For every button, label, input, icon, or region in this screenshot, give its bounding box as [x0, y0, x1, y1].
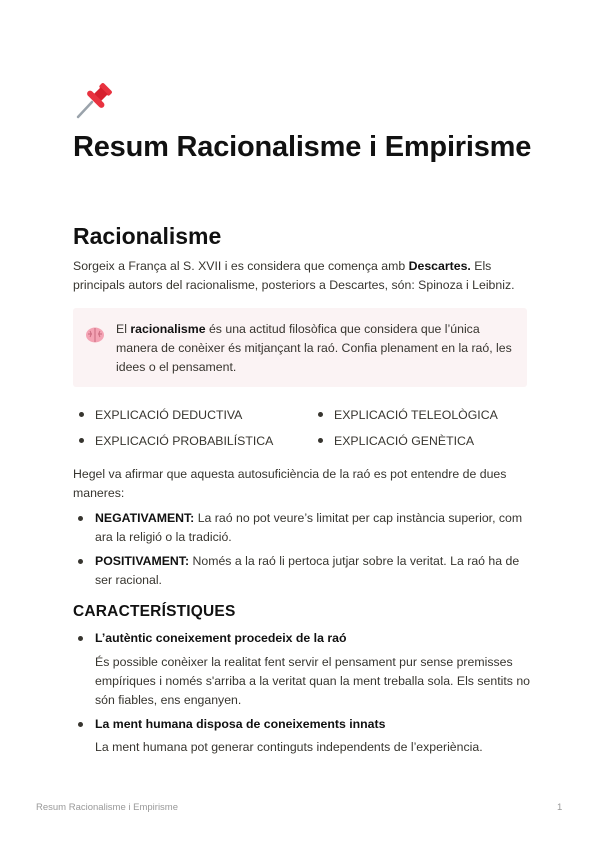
- list-item: L’autèntic coneixement procedeix de la raó: [73, 629, 528, 648]
- bullet-icon: [78, 722, 83, 727]
- footer-title: Resum Racionalisme i Empirisme: [36, 802, 179, 813]
- characteristic-body: És possible conèixer la realitat fent servir el pensament pur sense premisses empíriques i només s'arriba a la veritat quan la ment treballa sola. Els sentits no són fiables, ens enganyen.: [95, 655, 531, 707]
- bullet-icon: [79, 412, 84, 417]
- bullet-icon: [318, 438, 323, 443]
- list-item: EXPLICACIÓ DEDUCTIVA: [79, 408, 242, 422]
- callout-box: [73, 308, 527, 387]
- hegel-paragraph: Hegel va afirmar que aquesta autosuficiència de la raó es pot entendre de dues maneres:: [73, 467, 507, 500]
- bullet-icon: [318, 412, 323, 417]
- characteristic-body: La ment humana pot generar continguts independents de l’experiència.: [95, 740, 483, 754]
- bullet-icon: [79, 438, 84, 443]
- list-item: NEGATIVAMENT: La raó no pot veure’s limitat per cap instància superior, com ara la religió o la tradició.: [73, 509, 528, 547]
- list-item: EXPLICACIÓ TELEOLÒGICA: [318, 408, 498, 422]
- section-heading: Racionalisme: [73, 223, 222, 249]
- page-title: Resum Racionalisme i Empirisme: [73, 131, 532, 163]
- callout-text: El racionalisme és una actitud filosòfica que considera que l’única manera de conèixer és mitjançant la raó. Confia plenament en la raó, les idees o el pensament.: [116, 322, 512, 374]
- pushpin-icon: [74, 80, 118, 120]
- bullet-icon: [78, 516, 83, 521]
- characteristics-heading: CARACTERÍSTIQUES: [73, 603, 236, 620]
- list-item: EXPLICACIÓ PROBABILÍSTICA: [79, 434, 273, 448]
- intro-paragraph: Sorgeix a França al S. XVII i es considera que comença amb Descartes. Els principals autors del racionalisme, posteriors a Descartes, són: Spinoza i Leibniz.: [73, 259, 515, 292]
- list-item: EXPLICACIÓ GENÈTICA: [318, 434, 474, 448]
- brain-icon: [85, 326, 105, 344]
- list-item: POSITIVAMENT: Només a la raó li pertoca jutjar sobre la veritat. La raó ha de ser racional.: [73, 552, 528, 590]
- bullet-icon: [78, 636, 83, 641]
- bullet-icon: [78, 559, 83, 564]
- page-number: 1: [557, 802, 563, 813]
- list-item: La ment humana disposa de coneixements innats: [73, 715, 528, 734]
